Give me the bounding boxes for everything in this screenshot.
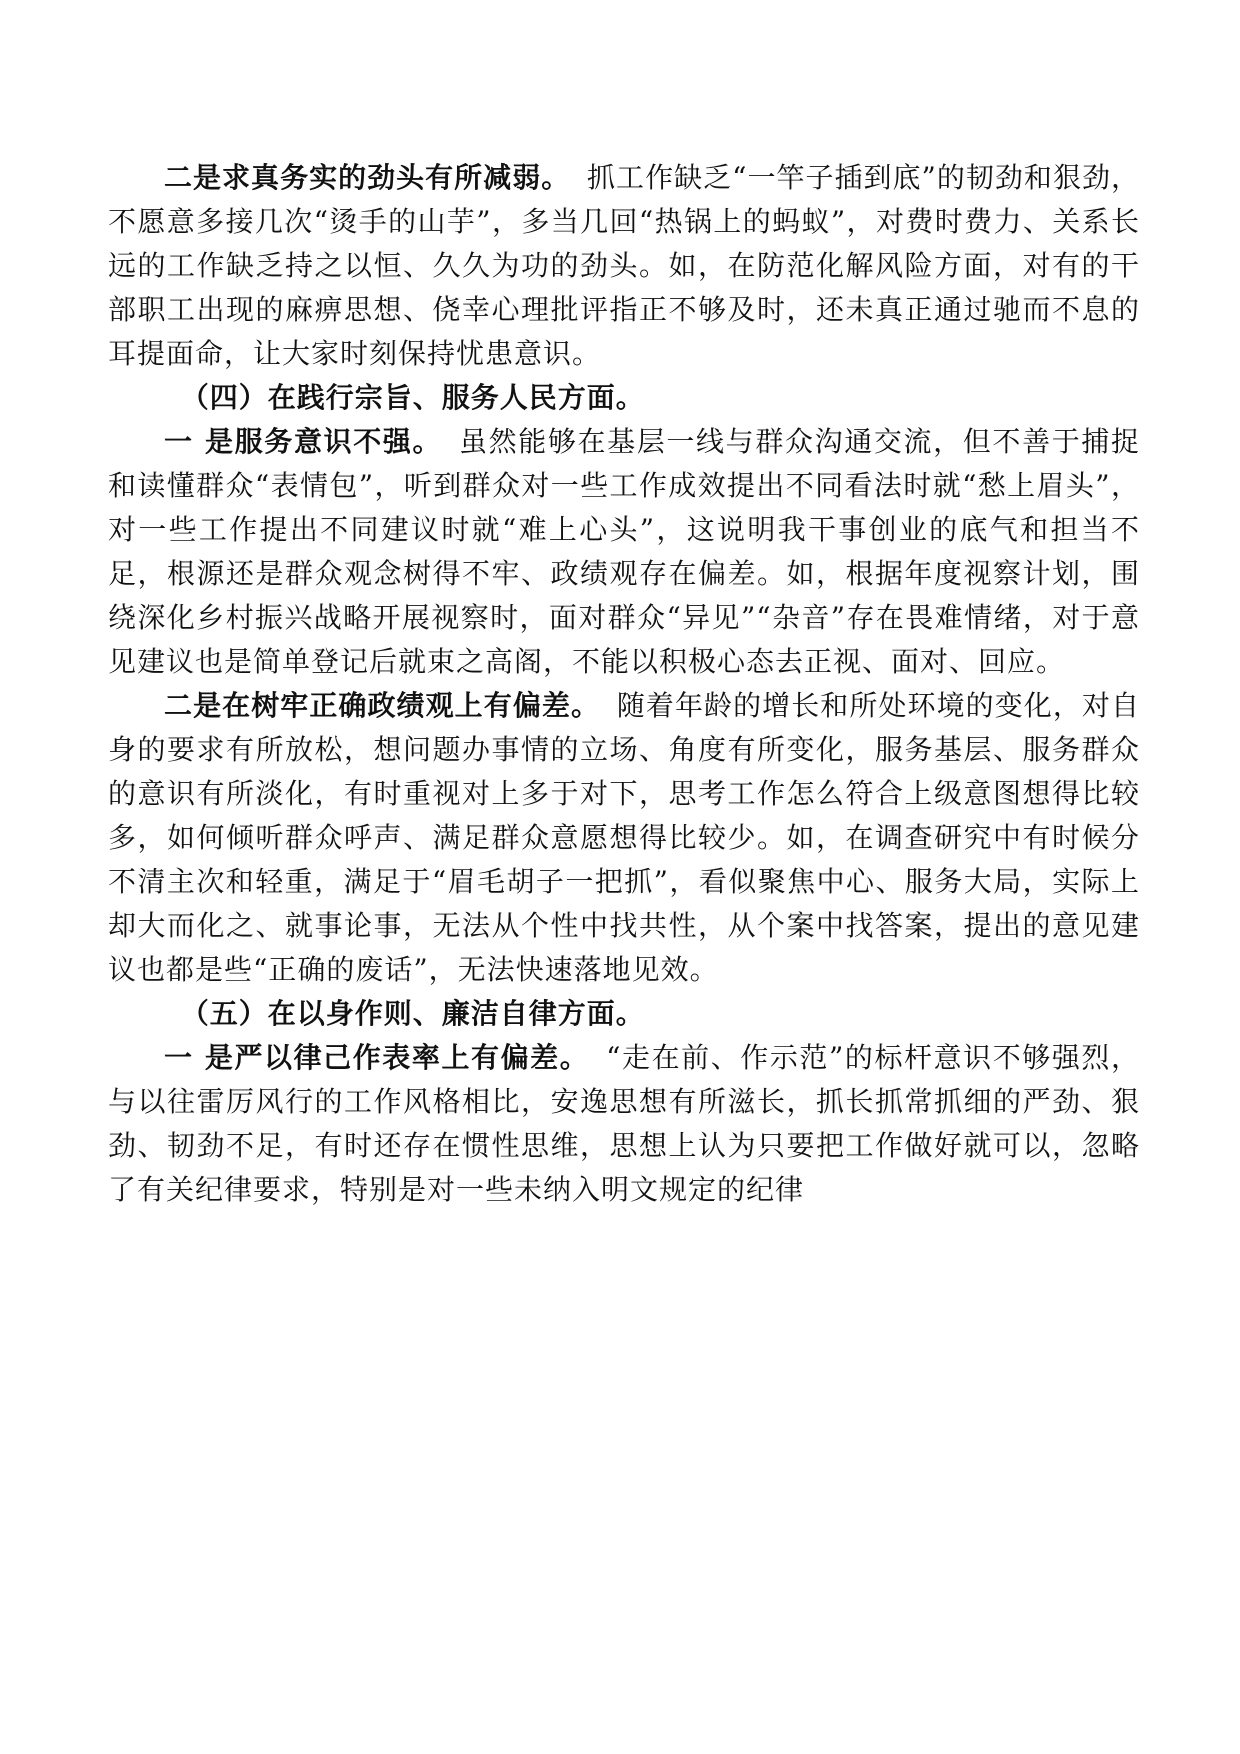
paragraph-service-awareness xyxy=(108,420,1140,684)
paragraph-lead: 一 是严以律己作表率上有偏差。 xyxy=(164,1041,590,1074)
paragraph-diligence xyxy=(108,156,1140,376)
paragraph-body: 随着年龄的增长和所处环境的变化，对自身的要求有所放松，想问题办事情的立场、角度有所变化，服务基层、服务群众的意识有所淡化，有时重视对上多于对下，思考工作怎么符合上级意图想得比较多，如何倾听群众呼声、满足群众意愿想得比较少。如，在调查研究中有时候分不清主次和轻重，满足于“眉毛胡子一把抓”，看似聚焦中心、服务大局，实际上却大而化之、就事论事，无法从个性中找共性，从个案中找答案，提出的意见建议也都是些“正确的废话”，无法快速落地见效。 xyxy=(108,689,1140,986)
paragraph-body: 抓工作缺乏“一竿子插到底”的韧劲和狠劲，不愿意多接几次“烫手的山芋”，多当几回“热锅上的蚂蚁”，对费时费力、关系长远的工作缺乏持之以恒、久久为功的劲头。如，在防范化解风险方面，对有的干部职工出现的麻痹思想、侥幸心理批评指正不够及时，还未真正通过驰而不息的耳提面命，让大家时刻保持忧患意识。 xyxy=(108,161,1140,370)
paragraph-lead: 一 是服务意识不强。 xyxy=(164,425,443,458)
paragraph-body: “走在前、作示范”的标杆意识不够强烈，与以往雷厉风行的工作风格相比，安逸思想有所滋长，抓长抓常抓细的严劲、狠劲、韧劲不足，有时还存在惯性思维，思想上认为只要把工作做好就可以，忽略了有关纪律要求，特别是对一些未纳入明文规定的纪律 xyxy=(108,1041,1141,1206)
section-heading-4: （四）在践行宗旨、服务人民方面。 xyxy=(180,381,645,414)
paragraph-lead: 二是求真务实的劲头有所减弱。 xyxy=(164,161,571,194)
paragraph-body: 虽然能够在基层一线与群众沟通交流，但不善于捕捉和读懂群众“表情包”，听到群众对一些工作成效提出不同看法时就“愁上眉头”，对一些工作提出不同建议时就“难上心头”，这说明我干事创业的底气和担当不足，根源还是群众观念树得不牢、政绩观存在偏差。如，根据年度视察计划，围绕深化乡村振兴战略开展视察时，面对群众“异见”“杂音”存在畏难情绪，对于意见建议也是简单登记后就束之高阁，不能以积极心态去正视、面对、回应。 xyxy=(108,425,1140,678)
paragraph-self-discipline xyxy=(108,1036,1140,1212)
paragraph-performance-view xyxy=(108,684,1140,992)
section-heading-5: （五）在以身作则、廉洁自律方面。 xyxy=(180,997,645,1030)
document-body xyxy=(108,156,1140,1212)
paragraph-lead: 二是在树牢正确政绩观上有偏差。 xyxy=(164,689,601,722)
